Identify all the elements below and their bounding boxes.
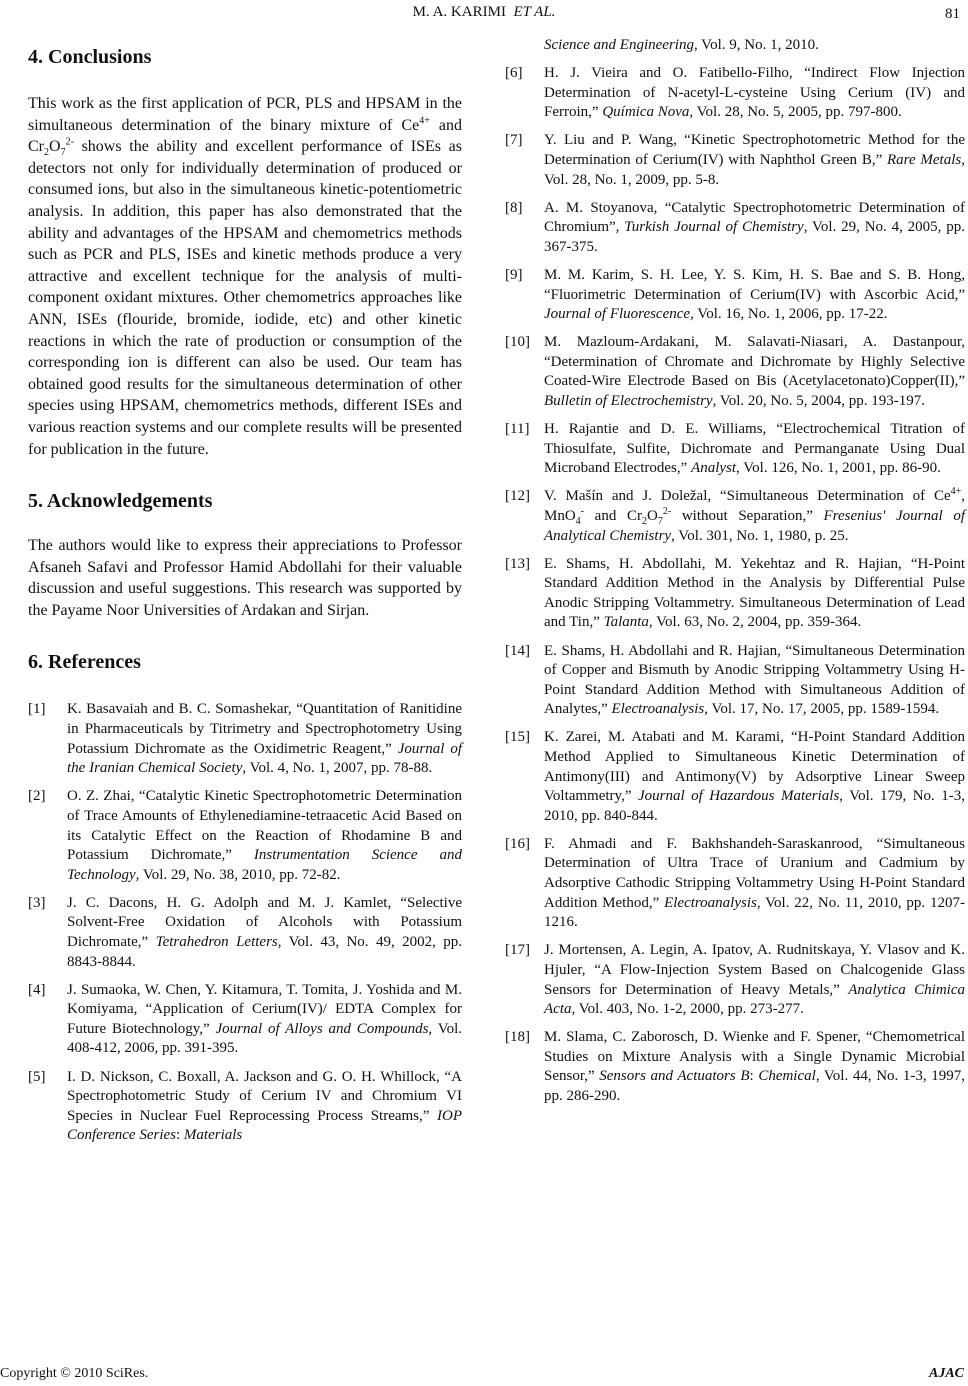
reference-text — [544, 487, 965, 546]
text-run: H. Rajantie and D. E. Williams, “Electrochemical Titration of Thiosulfate, Sulfite, Dichromate and Permanganate Using Dual Microband Electrodes,” — [544, 421, 965, 477]
text-run: O — [647, 507, 658, 524]
text-run: and Cr — [28, 116, 462, 156]
italic-text: Electroanalysis, — [611, 701, 708, 718]
right-column — [505, 36, 965, 1115]
text-run: Vol. 16, No. 1, 2006, pp. 17-22. — [693, 306, 888, 323]
italic-text: Science and Engineering — [544, 37, 694, 53]
text-run: 4+ — [950, 486, 962, 498]
reference-text — [544, 555, 965, 633]
text-run: The authors would like to express their appreciations to Professor Afsaneh Safavi and Professor Hamid Abdollahi for their valuable discussion and useful suggestions. This research was supported by the Payame Noor Universities of Ardakan and Sirjan. — [28, 537, 462, 619]
reference-text — [544, 1028, 965, 1106]
reference-number: [17] — [505, 942, 530, 959]
text-run: V. Mašín and J. Doležal, “Simultaneous Determination of Ce — [544, 488, 951, 505]
text-run: , Vol. 29, No. 38, 2010, pp. 72-82. — [135, 866, 341, 883]
text-run: : — [176, 1127, 184, 1144]
reference-number: [5] — [28, 1068, 46, 1085]
reference-text — [544, 64, 965, 123]
text-run: , Vol. 4, No. 1, 2007, pp. 78-88. — [242, 760, 433, 777]
reference-number: [9] — [505, 266, 523, 283]
text-run: M. Mazloum-Ardakani, M. Salavati-Niasari, A. Dastanpour, “Determination of Chromate and Dichromate by Highly Selective Coated-Wire Electrode Based on Bis (Acetylacetonato)Copper(II),” — [544, 334, 965, 390]
text-run: J. Mortensen, A. Legin, A. Ipatov, A. Rudnitskaya, Y. Vlasov and K. Hjuler, “A Flow-Injection System Based on Chalcogenide Glass Sensors for Determination of Heavy Metals,” — [544, 942, 965, 998]
conclusions-heading: 4. Conclusions — [28, 46, 152, 68]
text-run: J. Sumaoka, W. Chen, Y. Kitamura, T. Tomita, J. Yoshida and M. Komiyama, “Application of Cerium(IV)/ EDTA Complex for Future Biotechnology,” — [67, 981, 462, 1037]
text-run: H. J. Vieira and O. Fatibello-Filho, “Indirect Flow Injection Determination of N-acetyl-L-cysteine Using Cerium (IV) and Ferroin,” — [544, 65, 965, 121]
italic-text: Turkish Journal of Chemistry — [624, 219, 804, 236]
running-header — [0, 4, 968, 21]
italic-text: Fresenius' Journal of Analytical Chemistry — [544, 507, 965, 544]
reference-item — [505, 728, 965, 826]
reference-list-left — [28, 700, 462, 1145]
text-run: , Vol. 20, No. 5, 2004, pp. 193-197. — [712, 393, 925, 409]
reference-item — [28, 700, 462, 778]
reference-item — [505, 333, 965, 411]
reference-item — [28, 1068, 462, 1146]
text-run: , Vol. 126, No. 1, 2001, pp. 86-90. — [736, 460, 941, 477]
italic-text: Electroanalysis, — [664, 894, 761, 911]
text-run: 4+ — [419, 115, 430, 127]
text-run: , MnO — [544, 488, 965, 524]
text-run: and Cr — [584, 507, 642, 524]
reference-text — [67, 787, 462, 885]
reference-item — [505, 64, 965, 123]
text-run: 4 — [575, 515, 581, 527]
text-run: : — [749, 1068, 759, 1085]
reference-item — [505, 420, 965, 479]
reference-number: [10] — [505, 334, 530, 351]
acknowledgements-paragraph — [28, 535, 462, 621]
reference-text — [67, 1068, 462, 1146]
italic-text: Bulletin of Electrochemistry — [544, 393, 713, 409]
text-run: 2 — [642, 515, 647, 527]
text-run: Vol. 28, No. 5, 2005, pp. 797-800. — [693, 104, 902, 121]
reference-list-right — [505, 64, 965, 1107]
text-run: Vol. 63, No. 2, 2004, pp. 359-364. — [652, 614, 862, 631]
reference-text — [67, 700, 462, 778]
reference-item — [505, 131, 965, 190]
text-run: A. M. Stoyanova, “Catalytic Spectrophotometric Determination of Chromium”, — [544, 199, 965, 236]
reference-number: [3] — [28, 894, 46, 911]
running-title: M. A. KARIMI — [412, 4, 506, 20]
reference-item — [28, 787, 462, 885]
italic-text: Journal of Fluorescence, — [544, 306, 694, 323]
reference-text — [544, 420, 965, 479]
reference-number: [6] — [505, 65, 523, 82]
text-run: M. M. Karim, S. H. Lee, Y. S. Kim, H. S. Bae and S. B. Hong, “Fluorimetric Determination of Cerium(IV) with Ascorbic Acid,” — [544, 266, 965, 303]
text-run: 2- — [65, 136, 74, 148]
reference-item — [505, 555, 965, 633]
text-run: O. Z. Zhai, “Catalytic Kinetic Spectrophotometric Determination of Trace Amounts of Ethylenediamine-tetraacetic Acid Based on its Catalytic Effect on the Reaction of Rhodamine B and Potassium Dichromate,” — [67, 788, 462, 864]
reference-number: [12] — [505, 488, 530, 505]
italic-text: Rare Metals — [887, 151, 962, 168]
reference-text — [544, 835, 965, 933]
reference-item — [505, 266, 965, 325]
text-run: K. Basavaiah and B. C. Somashekar, “Quantitation of Ranitidine in Pharmaceuticals by Titrimetry and Spectrophotometry Using Potassium Dichromate as the Oxidimetric Reagent,” — [67, 701, 462, 757]
reference-number: [11] — [505, 421, 530, 438]
reference-text — [67, 894, 462, 972]
reference-number: [15] — [505, 729, 530, 746]
text-run: This work as the first application of PCR, PLS and HPSAM in the simultaneous determination of the binary mixture of Ce — [28, 95, 462, 134]
italic-text: Journal of Alloys and Compounds — [215, 1020, 429, 1037]
text-run: K. Zarei, M. Atabati and M. Karami, “H-Point Standard Addition Method Applied to Simultaneous Kinetic Determination of Antimony(III) and Antimony(V) by Adsorptive Linear Sweep Voltammetry,” — [544, 729, 965, 805]
text-run: without Separation,” — [671, 507, 824, 524]
italic-text: Chemical — [758, 1068, 816, 1085]
text-run: O — [49, 138, 61, 156]
italic-text: Instrumentation Science and Technology — [67, 847, 462, 883]
italic-text: IOP Conference Series — [67, 1107, 462, 1144]
reference-text — [544, 266, 965, 325]
reference-item — [28, 894, 462, 972]
text-run: F. Ahmadi and F. Bakhshandeh-Saraskanrood, “Simultaneous Determination of Ultra Trace of Uranium and Cadmium by Adsorptive Cathodic Stripping Voltammetry Using H-Point Standard Addition Method,” — [544, 835, 965, 911]
footer-copyright: Copyright © 2010 SciRes. — [0, 1366, 149, 1381]
reference-item — [505, 487, 965, 546]
italic-text: Journal of Hazardous Materials, — [637, 788, 844, 805]
text-run: , Vol. 43, No. 49, 2002, pp. 8843-8844. — [67, 934, 462, 970]
text-run: , Vol. 44, No. 1-3, 1997, pp. 286-290. — [544, 1068, 966, 1104]
reference-text — [544, 728, 965, 826]
footer-journal: AJAC — [928, 1366, 964, 1381]
reference-item — [505, 199, 965, 258]
reference-text — [544, 333, 965, 411]
page-number: 81 — [945, 6, 960, 22]
italic-text: Materials — [183, 1127, 243, 1144]
left-column — [28, 40, 462, 1154]
acknowledgements-heading: 5. Acknowledgements — [28, 490, 213, 513]
text-run: , Vol. 301, No. 1, 1980, p. 25. — [671, 527, 849, 544]
italic-text: Journal of the Iranian Chemical Society — [67, 740, 462, 777]
reference-text — [544, 131, 965, 190]
text-run: 2- — [662, 505, 672, 517]
text-run: M. Slama, C. Zaborosch, D. Wienke and F. Spener, “Chemometrical Studies on Mixture Analysis with a Single Dynamic Microbial Sensor,” — [544, 1029, 965, 1085]
reference-text — [544, 36, 965, 56]
reference-continuation — [505, 36, 965, 56]
text-run: , Vol. 28, No. 1, 2009, pp. 5-8. — [544, 151, 965, 188]
reference-number: [1] — [28, 701, 46, 718]
reference-text — [67, 981, 462, 1059]
italic-text: Analytica Chimica Acta — [544, 981, 965, 1018]
reference-number: [18] — [505, 1029, 530, 1046]
reference-item — [505, 941, 965, 1019]
reference-number: [7] — [505, 132, 523, 149]
running-title-etal: ET AL. — [513, 4, 556, 20]
italic-text: Tetrahedron Letters — [155, 934, 278, 950]
reference-number: [14] — [505, 642, 530, 659]
reference-text — [544, 642, 965, 720]
italic-text: Química Nova, — [602, 104, 694, 121]
references-heading: 6. References — [28, 651, 141, 674]
italic-text: Analyst — [691, 460, 737, 477]
text-run: J. C. Dacons, H. G. Adolph and M. J. Kamlet, “Selective Solvent-Free Oxidation of Alcohols with Potassium Dichromate,” — [67, 894, 462, 950]
text-run: E. Shams, H. Abdollahi, M. Yekehtaz and R. Hajian, “H-Point Standard Addition Method in the Analysis by Differential Pulse Anodic Stripping Voltammetry. Simultaneous Determination of Lead and Tin,” — [544, 555, 965, 631]
reference-number: [8] — [505, 199, 523, 216]
text-run: Vol. 179, No. 1-3, 2010, pp. 840-844. — [544, 788, 966, 824]
text-run: E. Shams, H. Abdollahi and R. Hajian, “Simultaneous Determination of Copper and Bismuth by Anodic Stripping Voltammetry Using H-Point Standard Addition Method with Simultaneous Addition of Analytes,” — [544, 642, 965, 718]
text-run: , Vol. 408-412, 2006, pp. 391-395. — [67, 1020, 463, 1057]
reference-text — [544, 199, 965, 258]
reference-number: [16] — [505, 835, 530, 852]
conclusions-paragraph — [28, 93, 462, 460]
reference-item — [505, 1028, 965, 1106]
text-run: 7 — [60, 147, 66, 159]
reference-item — [28, 981, 462, 1059]
text-run: , Vol. 29, No. 4, 2005, pp. 367-375. — [544, 219, 965, 255]
text-run: I. D. Nickson, C. Boxall, A. Jackson and G. O. H. Whillock, “A Spectrophotometric Study of Cerium IV and Chromium VI Species in Nuclear Fuel Reprocessing Process Streams,” — [67, 1068, 462, 1124]
text-run: shows the ability and excellent performance of ISEs as detectors not only for individually determination of produced or consumed ions, but also in the simultaneous kinetic-potentiometric analysis. In addition, this paper has also demonstrated that the ability and advantages of the HPSAM and chemometrics methods such as PCR and PLS, ISEs and kinetic methods produce a very attractive and excellent technique for the analysis of multi-component oxidant mixtures. Other chemometrics approaches like ANN, ISEs (flouride, bromide, iodide, etc) and other kinetic reactions in which the rate of production or consumption of the corresponding ion is different can also be used. Our team has obtained good results for the simultaneous determination of other species using HPSAM, chemometrics methods, different ISEs and various reaction systems and our complete results will be presented for publication in the future. — [28, 138, 462, 458]
reference-text — [544, 941, 965, 1019]
text-run: - — [580, 505, 585, 517]
reference-item — [505, 642, 965, 720]
text-run: Y. Liu and P. Wang, “Kinetic Spectrophotometric Method for the Determination of Cerium(IV) with Naphthol Green B,” — [544, 132, 965, 168]
italic-text: Sensors and Actuators B — [599, 1068, 750, 1085]
text-run: 2 — [44, 147, 49, 159]
reference-number: [4] — [28, 981, 46, 998]
reference-item — [505, 835, 965, 933]
text-run: Vol. 17, No. 17, 2005, pp. 1589-1594. — [708, 701, 940, 718]
text-run: , Vol. 403, No. 1-2, 2000, pp. 273-277. — [571, 1001, 804, 1018]
text-run: , Vol. 9, No. 1, 2010. — [693, 37, 819, 53]
text-run: 7 — [657, 515, 663, 527]
reference-number: [2] — [28, 788, 46, 805]
italic-text: Talanta, — [603, 614, 653, 631]
text-run: Vol. 22, No. 11, 2010, pp. 1207-1216. — [544, 894, 965, 931]
reference-number: [13] — [505, 555, 530, 572]
